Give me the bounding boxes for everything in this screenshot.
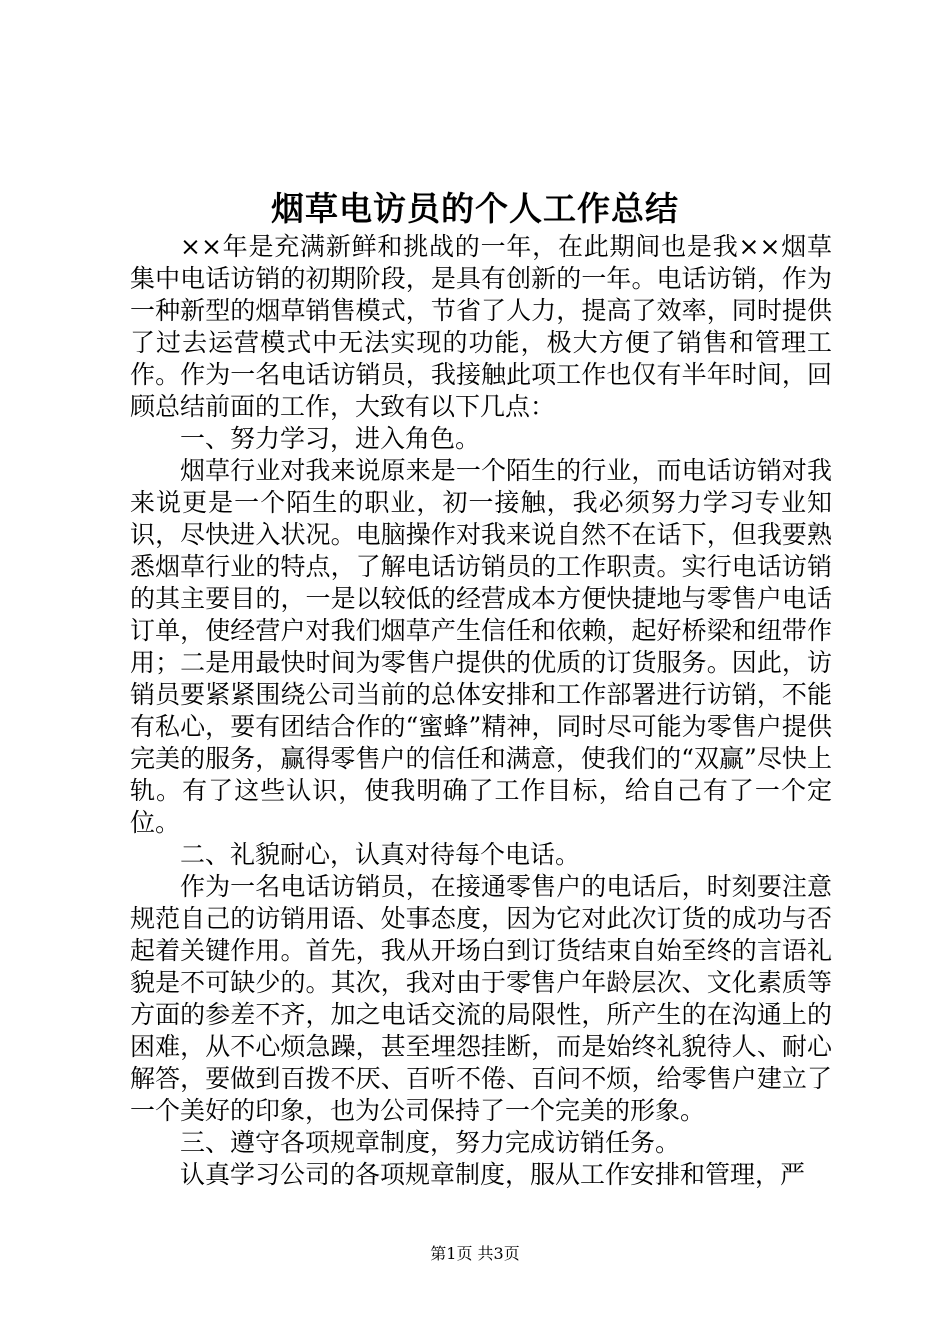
paragraph-intro: ××年是充满新鲜和挑战的一年，在此期间也是我××烟草集中电话访销的初期阶段，是具有创新的一年。电话访销，作为一种新型的烟草销售模式，节省了人力，提高了效率，同时提供了过去运营模式中无法实现的功能，极大方便了销售和管理工作。作为一名电话访销员，我接触此项工作也仅有半年时间，回顾总结前面的工作，大致有以下几点： — [130, 232, 832, 421]
section-heading-1: 一、努力学习，进入角色。 — [180, 424, 481, 453]
paragraph-section-2: 作为一名电话访销员，在接通零售户的电话后，时刻要注意规范自己的访销用语、处事态度，因为它对此次订货的成功与否起着关键作用。首先，我从开场白到订货结束自始至终的言语礼貌是不可缺少的。其次，我对由于零售户年龄层次、文化素质等方面的参差不齐，加之电话交流的局限性，所产生的在沟通上的困难，从不心烦急躁，甚至埋怨挂断，而是始终礼貌待人、耐心解答，要做到百拨不厌、百听不倦、百问不烦，给零售户建立了一个美好的印象，也为公司保持了一个完美的形象。 — [130, 872, 832, 1125]
paragraph-section-3: 认真学习公司的各项规章制度，服从工作安排和管理，严 — [180, 1160, 806, 1189]
document-body — [130, 231, 832, 1191]
section-heading-2: 二、礼貌耐心，认真对待每个电话。 — [180, 840, 581, 869]
document-title: 烟草电访员的个人工作总结 — [271, 189, 679, 228]
page-number-footer: 第1页 共3页 — [430, 1244, 520, 1263]
paragraph-section-1: 烟草行业对我来说原来是一个陌生的行业，而电话访销对我来说更是一个陌生的职业，初一接触，我必须努力学习专业知识，尽快进入状况。电脑操作对我来说自然不在话下，但我要熟悉烟草行业的特点，了解电话访销员的工作职责。实行电话访销的其主要目的，一是以较低的经营成本方便快捷地与零售户电话订单，使经营户对我们烟草产生信任和依赖，起好桥梁和纽带作用；二是用最快时间为零售户提供的优质的订货服务。因此，访销员要紧紧围绕公司当前的总体安排和工作部署进行访销，不能有私心，要有团结合作的“蜜蜂”精神，同时尽可能为零售户提供完美的服务，赢得零售户的信任和满意，使我们的“双赢”尽快上轨。有了这些认识，使我明确了工作目标，给自己有了一个定位。 — [130, 456, 832, 837]
section-heading-3: 三、遵守各项规章制度，努力完成访销任务。 — [180, 1128, 681, 1157]
